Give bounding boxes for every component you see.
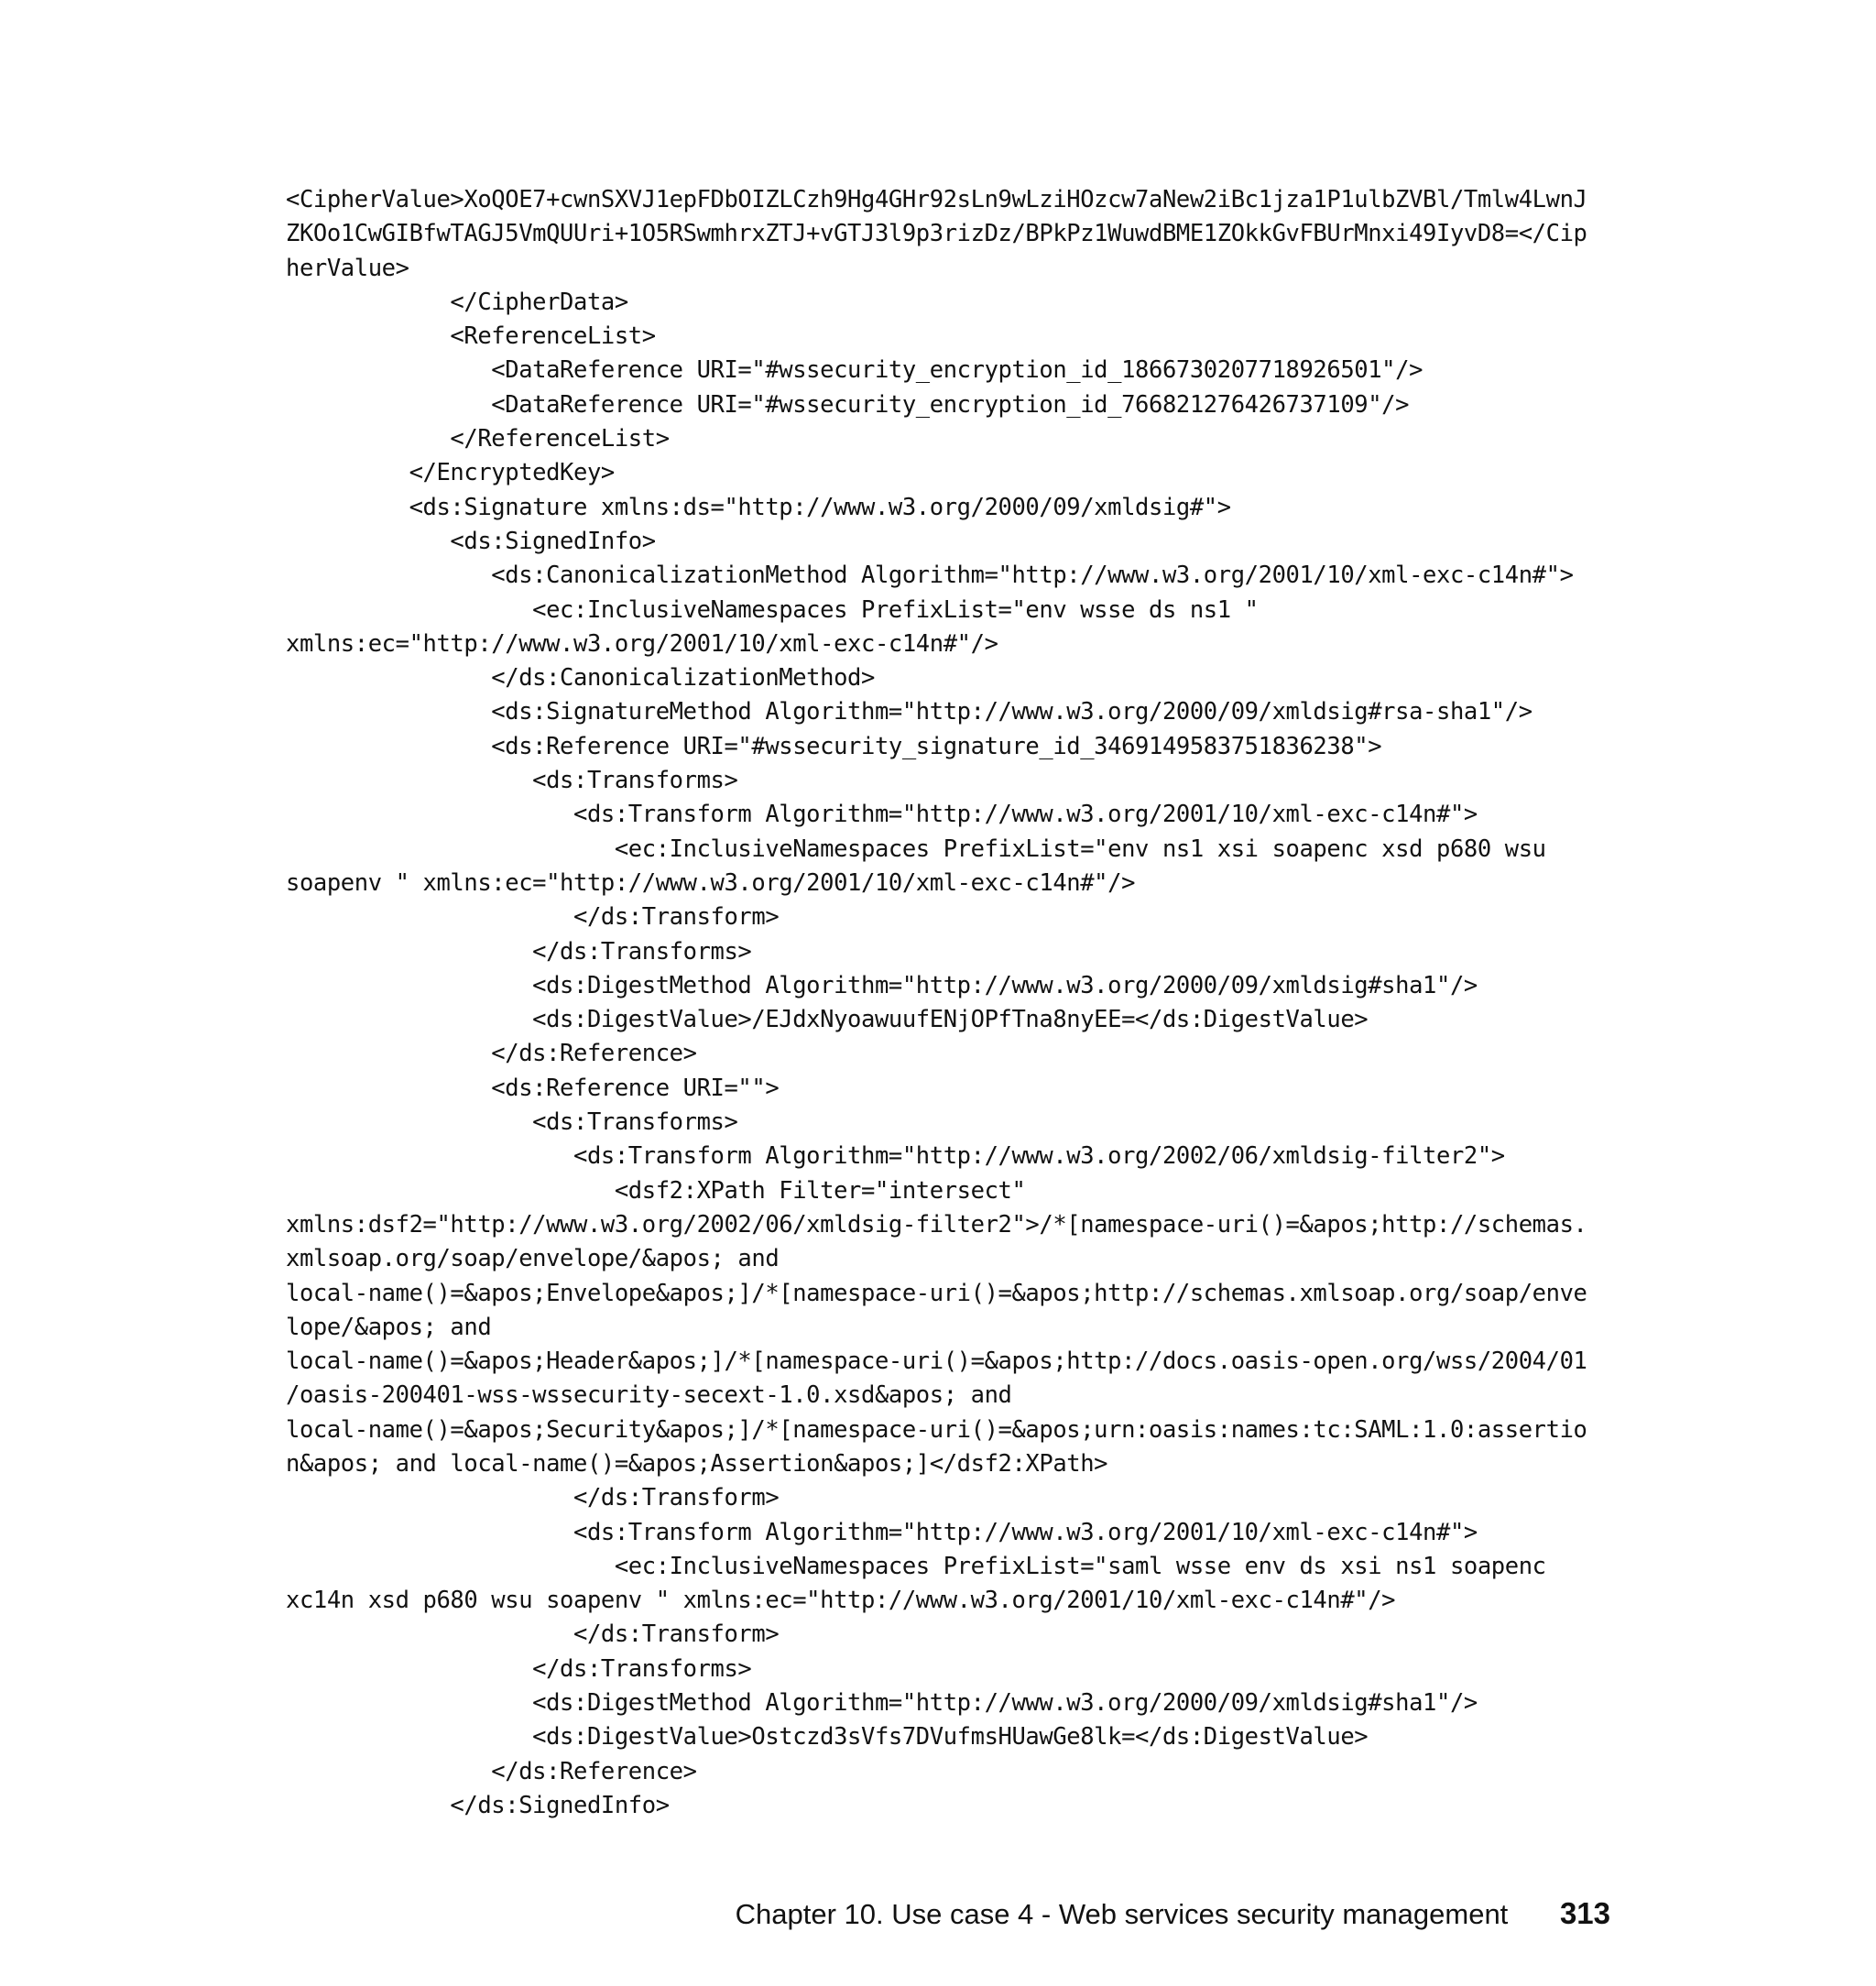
code-line: local-name()=&apos;Header&apos;]/*[namespace-uri()=&apos;http://docs.oasis-open.org/wss/2004/01 <box>286 1348 1587 1376</box>
code-line: ZKOo1CwGIBfwTAGJ5VmQUUri+1O5RSwmhrxZTJ+vGTJ3l9p3rizDz/BPkPz1WuwdBME1ZOkkGvFBUrMnxi49IyvD8=</Cip <box>286 220 1587 248</box>
code-line: </ds:Transforms> <box>286 937 752 966</box>
code-line: <ds:Transforms> <box>286 767 738 795</box>
code-line: <ReferenceList> <box>286 322 656 351</box>
code-line: <ec:InclusiveNamespaces PrefixList="env ns1 xsi soapenc xsd p680 wsu <box>286 835 1546 863</box>
code-line: <ec:InclusiveNamespaces PrefixList="saml wsse env ds xsi ns1 soapenc <box>286 1552 1546 1580</box>
code-line: xmlns:ec="http://www.w3.org/2001/10/xml-exc-c14n#"/> <box>286 629 998 658</box>
page-footer <box>736 1896 1610 1931</box>
code-line: </ds:Transform> <box>286 1484 780 1512</box>
code-line: <CipherValue>XoQOE7+cwnSXVJ1epFDbOIZLCzh9Hg4GHr92sLn9wLziHOzcw7aNew2iBc1jza1P1ulbZVBl/Tmlw4LwnJ <box>286 186 1587 213</box>
code-line: </ds:CanonicalizationMethod> <box>286 664 875 693</box>
code-line: <ds:DigestValue>Ostczd3sVfs7DVufmsHUawGe8lk=</ds:DigestValue> <box>286 1723 1369 1751</box>
code-line: local-name()=&apos;Security&apos;]/*[namespace-uri()=&apos;urn:oasis:names:tc:SAML:1.0:assertio <box>286 1415 1587 1444</box>
code-line: herValue> <box>286 254 409 282</box>
code-line: </EncryptedKey> <box>286 459 615 487</box>
code-line: <ds:Transform Algorithm="http://www.w3.org/2002/06/xmldsig-filter2"> <box>286 1142 1505 1171</box>
code-line: local-name()=&apos;Envelope&apos;]/*[namespace-uri()=&apos;http://schemas.xmlsoap.org/soap/enve <box>286 1279 1587 1307</box>
code-line: </ds:SignedInfo> <box>286 1791 670 1819</box>
code-line: <ec:InclusiveNamespaces PrefixList="env wsse ds ns1 " <box>286 595 1259 624</box>
code-line: lope/&apos; and <box>286 1313 492 1341</box>
code-line: <ds:SignedInfo> <box>286 527 656 555</box>
code-line: </ds:Transform> <box>286 903 780 932</box>
code-line: </ds:Transform> <box>286 1620 780 1649</box>
code-line: <dsf2:XPath Filter="intersect" <box>286 1176 1026 1205</box>
code-line: <DataReference URI="#wssecurity_encryption_id_1866730207718926501"/> <box>286 356 1423 385</box>
code-line: <ds:Reference URI="#wssecurity_signature_id_3469149583751836238"> <box>286 732 1382 760</box>
code-line: <ds:Signature xmlns:ds="http://www.w3.org/2000/09/xmldsig#"> <box>286 493 1231 521</box>
code-line: </ds:Reference> <box>286 1040 697 1068</box>
code-line: n&apos; and local-name()=&apos;Assertion&apos;]</dsf2:XPath> <box>286 1449 1108 1478</box>
code-line: </ds:Transforms> <box>286 1654 752 1683</box>
page-number: 313 <box>1559 1896 1610 1930</box>
code-line: <ds:CanonicalizationMethod Algorithm="http://www.w3.org/2001/10/xml-exc-c14n#"> <box>286 562 1574 590</box>
chapter-title: Chapter 10. Use case 4 - Web services security management <box>735 1898 1509 1930</box>
code-listing <box>286 183 1587 1823</box>
code-line: xmlns:dsf2="http://www.w3.org/2002/06/xmldsig-filter2">/*[namespace-uri()=&apos;http://schemas. <box>286 1210 1587 1239</box>
code-line: <ds:DigestValue>/EJdxNyoawuufENjOPfTna8nyEE=</ds:DigestValue> <box>286 1006 1369 1034</box>
code-line: xmlsoap.org/soap/envelope/&apos; and <box>286 1245 780 1273</box>
code-line: </CipherData> <box>286 288 628 316</box>
code-line: </ReferenceList> <box>286 425 670 453</box>
code-line: </ds:Reference> <box>286 1757 697 1785</box>
code-line: <ds:Transforms> <box>286 1108 738 1137</box>
code-line: <ds:SignatureMethod Algorithm="http://www.w3.org/2000/09/xmldsig#rsa-sha1"/> <box>286 698 1532 726</box>
code-line: <DataReference URI="#wssecurity_encryption_id_766821276426737109"/> <box>286 390 1410 419</box>
code-line: xc14n xsd p680 wsu soapenv " xmlns:ec="http://www.w3.org/2001/10/xml-exc-c14n#"/> <box>286 1587 1396 1615</box>
code-line: /oasis-200401-wss-wssecurity-secext-1.0.xsd&apos; and <box>286 1381 1012 1410</box>
code-line: <ds:Transform Algorithm="http://www.w3.org/2001/10/xml-exc-c14n#"> <box>286 801 1478 829</box>
code-line: <ds:DigestMethod Algorithm="http://www.w3.org/2000/09/xmldsig#sha1"/> <box>286 1689 1478 1718</box>
code-line: <ds:Reference URI=""> <box>286 1074 780 1102</box>
code-line: <ds:DigestMethod Algorithm="http://www.w3.org/2000/09/xmldsig#sha1"/> <box>286 971 1478 999</box>
code-line: soapenv " xmlns:ec="http://www.w3.org/2001/10/xml-exc-c14n#"/> <box>286 868 1136 897</box>
code-line: <ds:Transform Algorithm="http://www.w3.org/2001/10/xml-exc-c14n#"> <box>286 1518 1478 1546</box>
